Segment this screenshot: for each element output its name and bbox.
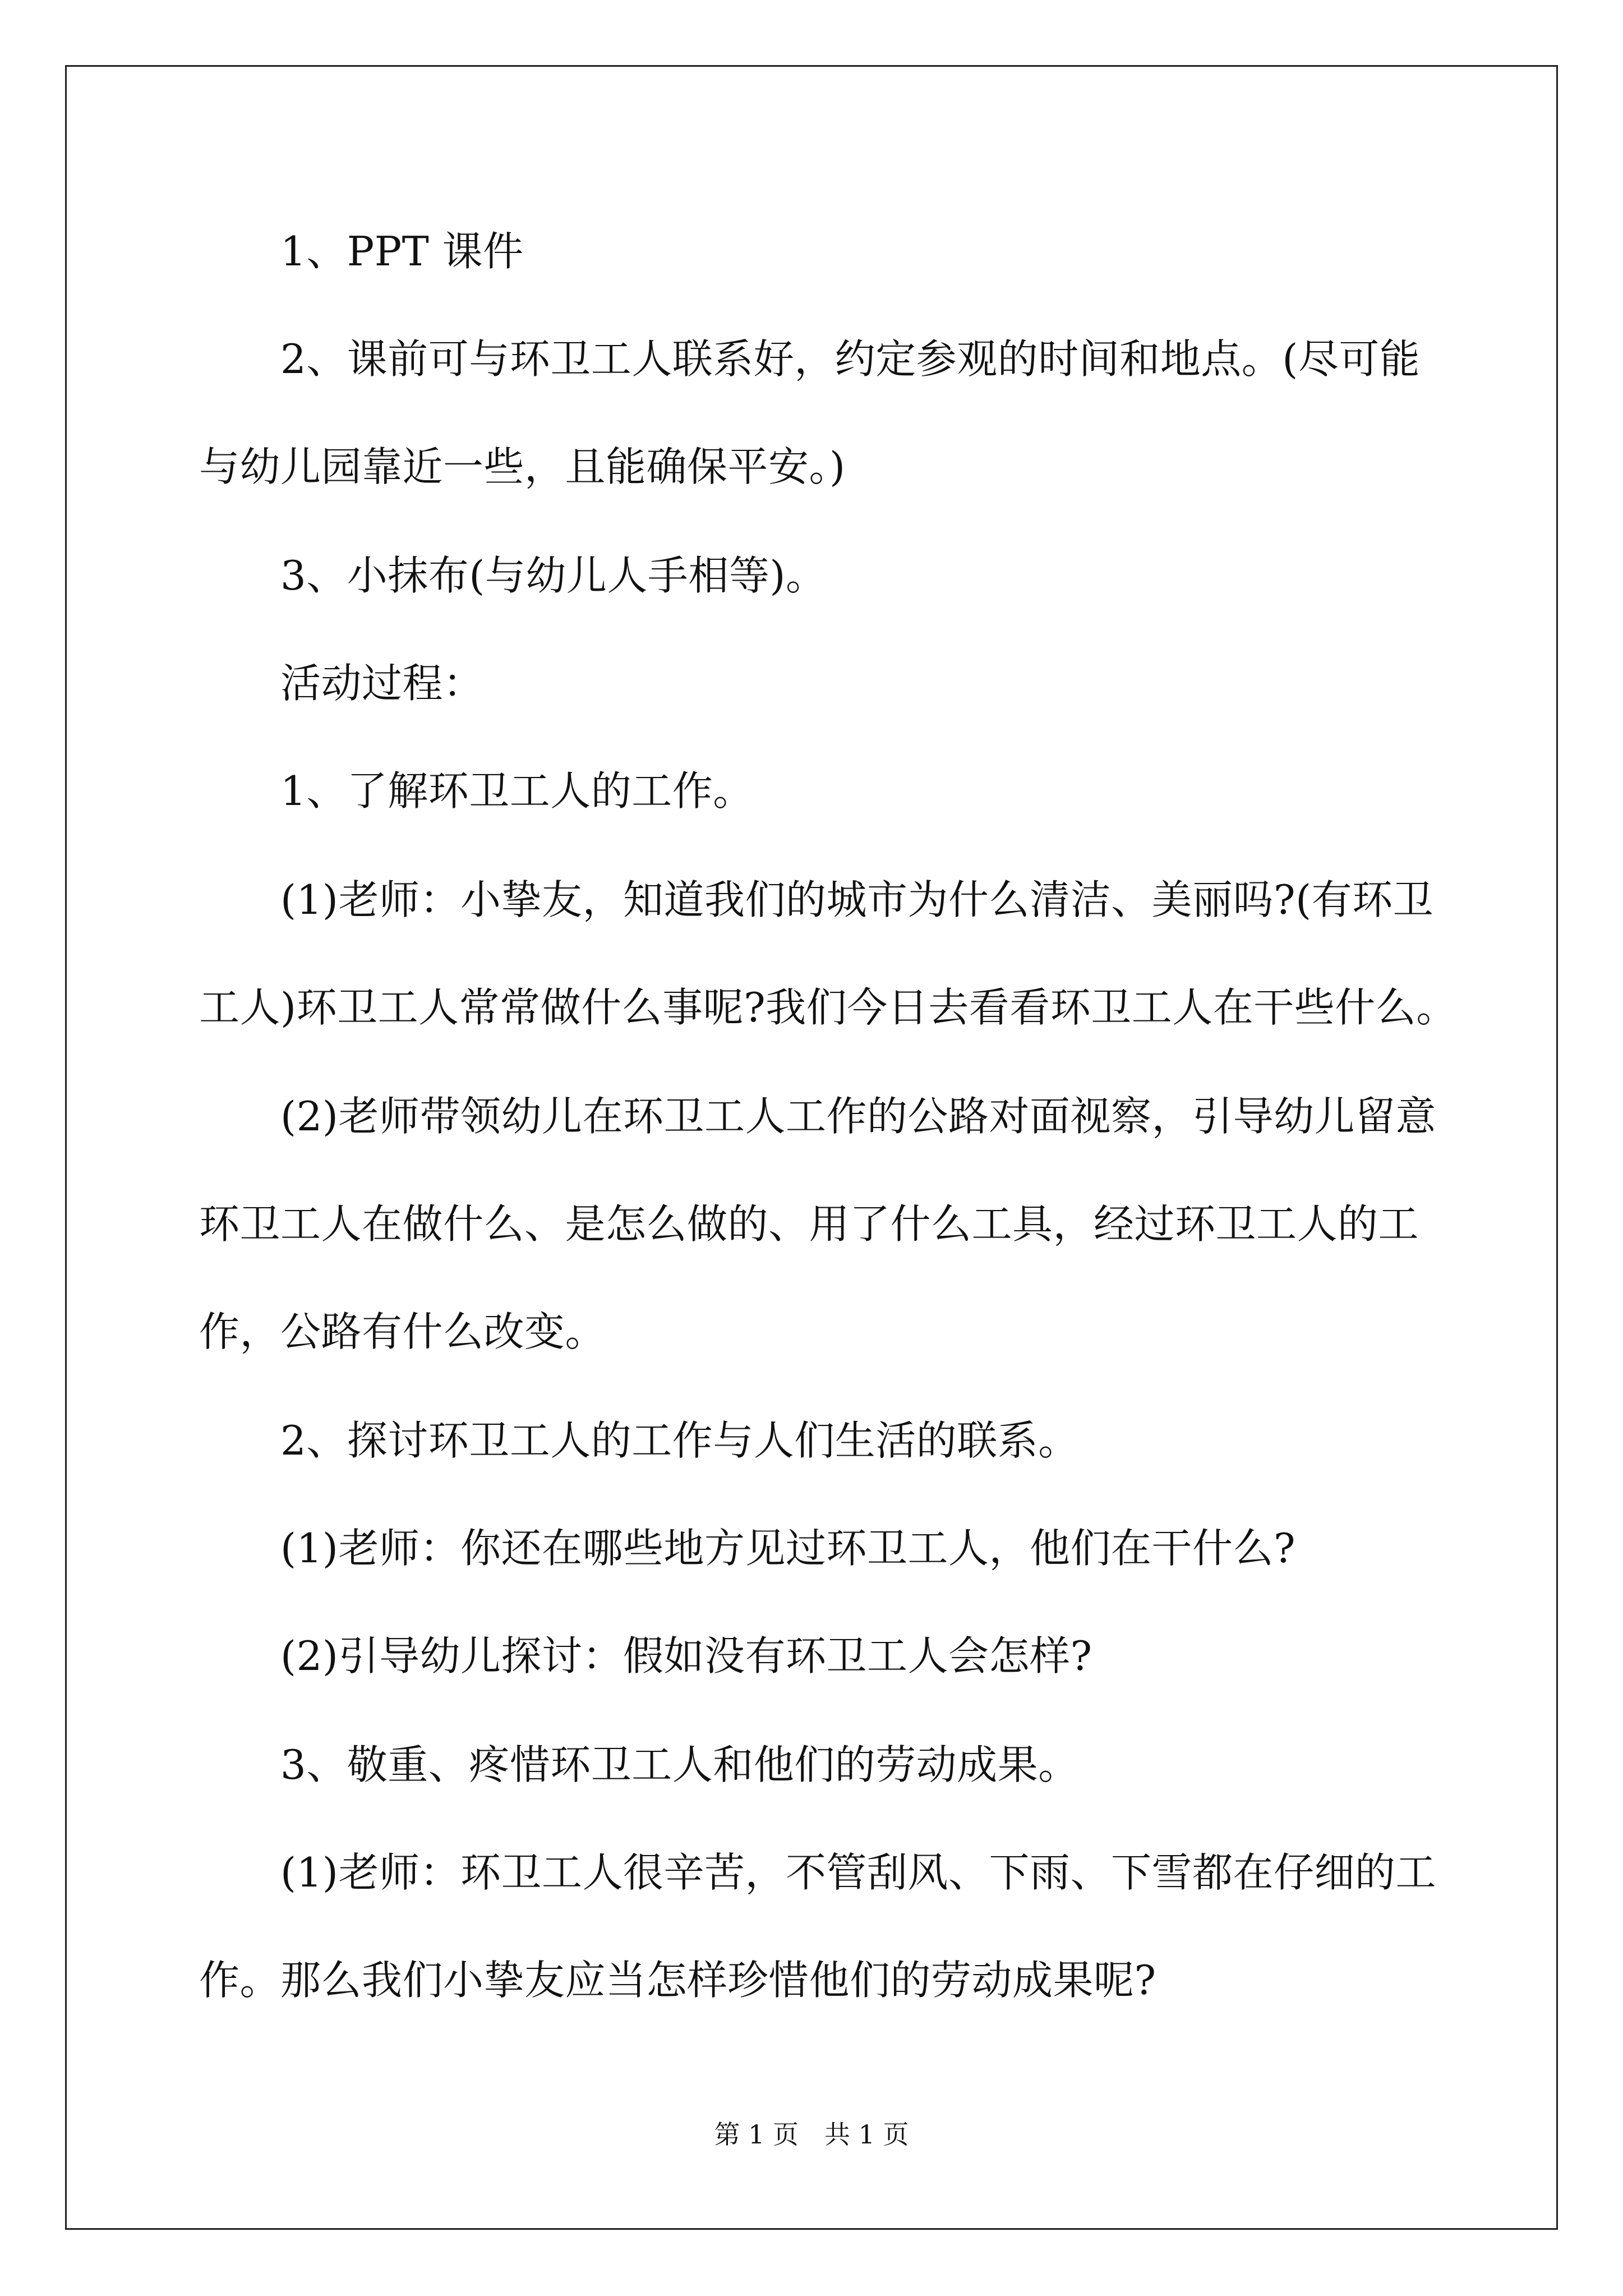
text-line: (2)引导幼儿探讨：假如没有环卫工人会怎样?	[199, 1632, 1092, 1680]
text-line: 2、探讨环卫工人的工作与人们生活的联系。	[199, 1417, 1079, 1464]
text-line: 1、PPT 课件	[199, 228, 524, 275]
text-line: (2)老师带领幼儿在环卫工人工作的公路对面视察，引导幼儿留意	[199, 1093, 1436, 1140]
text-line: 活动过程：	[199, 660, 484, 707]
page-frame	[65, 65, 1558, 2230]
text-line: 1、了解环卫工人的工作。	[199, 767, 754, 815]
text-line: (1)老师：小挚友，知道我们的城市为什么清洁、美丽吗?(有环卫	[199, 876, 1434, 923]
text-line: 作，公路有什么改变。	[199, 1308, 606, 1355]
text-line: 环卫工人在做什么、是怎么做的、用了什么工具，经过环卫工人的工	[199, 1200, 1419, 1248]
text-line: 作。那么我们小挚友应当怎样珍惜他们的劳动成果呢?	[199, 1957, 1156, 2004]
text-line: 3、敬重、疼惜环卫工人和他们的劳动成果。	[199, 1741, 1079, 1788]
text-line: 2、课前可与环卫工人联系好，约定参观的时间和地点。(尽可能	[199, 335, 1421, 383]
text-line: (1)老师：环卫工人很辛苦，不管刮风、下雨、下雪都在仔细的工	[199, 1849, 1436, 1896]
text-line: 与幼儿园靠近一些，且能确保平安。)	[199, 443, 846, 490]
text-line: 工人)环卫工人常常做什么事呢?我们今日去看看环卫工人在干些什么。	[199, 984, 1457, 1031]
text-line: 3、小抹布(与幼儿人手相等)。	[199, 552, 827, 599]
page-number-footer: 第 1 页 共 1 页	[714, 2119, 909, 2150]
text-line: (1)老师：你还在哪些地方见过环卫工人，他们在干什么?	[199, 1525, 1296, 1572]
